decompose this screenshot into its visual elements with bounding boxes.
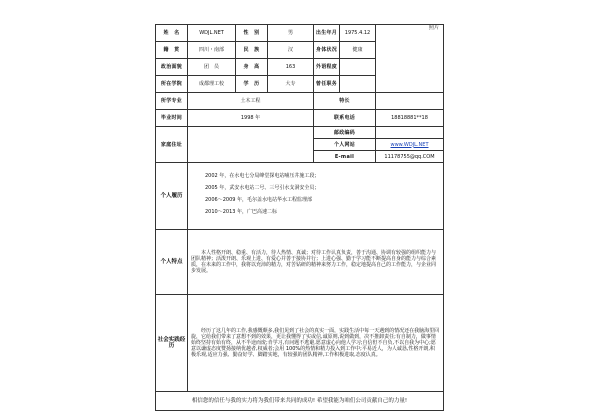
birth-label: 出生年月 [314,25,340,42]
major-value: 土木工程 [188,93,314,110]
address-value [188,127,314,163]
phone-label: 联系电话 [314,110,376,127]
traits-text: 本人性格开朗、稳重、有活力，待人热情、真诚；对待工作认真负责，善于沟通、协调有较强的组织能力与团队精神；活泼开朗、乐观上进、有爱心并善于接协并行；上进心强、勤于学习能不断提高自身的能力与综合素质，在未来的工作中，我将以充沛的精力，对苦钻研的精神来努力工作，稳定地提高自己的工作能力，与企业同步发展。 [191,250,437,274]
practice-label: 社会实践经历 [156,295,188,392]
ethnic-value: 汉 [268,42,314,59]
gradtime-value: 1998 年 [188,110,314,127]
gender-label: 性 别 [236,25,268,42]
ethnic-label: 民 族 [236,42,268,59]
politics-value: 团 员 [188,59,236,76]
history-entry: 2002 年，在水电七分局峰堂探电站哺压井施工段； [205,173,320,179]
health-value: 健康 [340,42,376,59]
degree-value: 大专 [268,76,314,93]
specialty-value [376,93,444,110]
gender-value: 男 [268,25,314,42]
email-value: 11178755@qq.COM [376,151,444,163]
history-entry: 2010～2013 年，广巴高速二标 [205,209,278,215]
origin-value: 四川・南部 [188,42,236,59]
height-value: 163 [268,59,314,76]
history-label: 个人履历 [156,163,188,230]
traits-label: 个人特点 [156,230,188,295]
position-value [340,76,376,93]
politics-label: 政治面貌 [156,59,188,76]
address-label: 家庭住址 [156,127,188,163]
postcode-label: 邮政编码 [314,127,376,139]
photo-box [376,25,444,93]
position-label: 曾任职务 [314,76,340,93]
birth-value: 1975.4.12 [340,25,376,42]
email-label: E-mail [314,151,376,163]
school-label: 所在学院 [156,76,188,93]
name-value: WDJL.NET [188,25,236,42]
history-entry: 2005 年，武安水电站二号、三号引水支洞安全员； [205,185,320,191]
photo-label: 照片 [428,25,439,31]
traits-text-cell [188,230,444,295]
specialty-label: 特长 [314,93,376,110]
footer-message: 相信您的信任与我的实力将为我们带来共同的成功! 希望我能为咱们公司贡献自己的力量! [156,392,444,411]
gradtime-label: 毕业时间 [156,110,188,127]
history-list [188,163,444,230]
history-entry: 2006～2009 年，毛尔盖水电站华水工程监理部 [205,197,313,203]
practice-text: 经历了这几年的工作,我感慨颇多,我们见到了社会的真实一面，实践生活中每一天遇到的情况还在我脑海里回旋，它给我们带来了意想不到的效果，更让我懂得了实或信,诚原则,说到做到，决不推卸责任;有自制力，做事情始终坚持有始有终，从不半途而废;肯学习,有问题不逃避,愿意虚心向他人学习;自信但不自负,不以自我为中心;愿意以谦虚态度赞扬接纳优越者,权威者;会用 100%的热情和精力投入到工作中;平易近人，为人诚恳,性格开朗,积极乐观,适应力强、勤奋好学、脚踏实地，有较强的团队精神,工作积极进取,态度认真。 [191,328,440,358]
major-label: 所学专业 [156,93,188,110]
name-label: 姓 名 [156,25,188,42]
postcode-value [376,127,444,139]
health-label: 身体状况 [314,42,340,59]
practice-text-cell [188,295,444,392]
website-label: 个人网站 [314,139,376,151]
school-value: 成都理工校 [188,76,236,93]
origin-label: 籍 贯 [156,42,188,59]
language-value [340,59,376,76]
height-label: 身 高 [236,59,268,76]
phone-value: 18818881**18 [376,110,444,127]
resume-table [155,24,444,411]
website-link[interactable]: www.WDJL.NET [390,141,429,148]
language-label: 外语程度 [314,59,340,76]
degree-label: 学 历 [236,76,268,93]
